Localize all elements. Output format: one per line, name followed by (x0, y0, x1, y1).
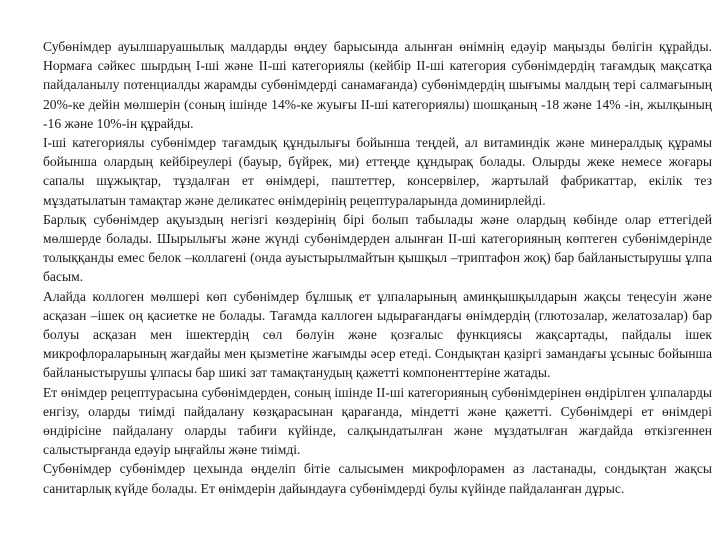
paragraph-collagen-benefits: Алайда коллоген мөлшері көп субөнімдер бұлшық ет ұлпаларының аминқышқылдарын жақсы теңесуін және асқазан –ішек оң қасиетке не болады. Тағамда каллоген ыдырағандағы өнімдердің (глютозалар, желатозалар) бар болуы асқазан мен ішектердің сөл бөлуін және қозғалыс функциясы жақсартады, пайдалы ішек микрофлораларының жағдайы мен қызметіне жағымды әсер етеді. Сондықтан қазіргі замандағы ұсыныс бойынша байланыстырушы ұлпасы бар шикі зат тамақтанудың қажетті компоненттеріне жатады. (43, 288, 712, 381)
paragraph-recipe-usage: Ет өнімдер рецептурасына субөнімдерден, соның ішінде II-ші категорияның субөнімдерінен өндірілген ұлпаларды енгізу, оларды тиімді пайдалану көзқарасынан қарағанда, міндетті және қажетті. Субөнімдері ет өнімдері өндірісіне пайдалану оларды табиғи күйінде, салқындатылған және мұздатылған жағдайда өткізгеннен салыстырғанда едәуір ыңғайлы және тиімді. (43, 384, 712, 458)
paragraph-sanitary-state: Субөнімдер субөнімдер цехында өңделіп бітіе салысымен микрофлорамен аз ластанады, сондықтан жақсы санитарлық күйде болады. Ет өнімдерін дайындауға субөнімдерді булы күйінде пайдаланған дұрыс. (43, 461, 712, 496)
paragraph-category-one-value: I-ші категориялы субөнімдер тағамдық құндылығы бойынша теңдей, ал витаминдік және минералдық құрамы бойынша олардың кейбіреулері (бауыр, бүйрек, ми) еттеңде құндырақ болады. Олырды жеке немесе жоғары сапалы шұжықтар, тұздалған ет өнімдері, паштеттер, консервілер, жартылай фабрикаттар, екілік тез мұздатылатын тамақтар және деликатес өнімдерінің рецептураларында доминирлейді. (43, 135, 712, 208)
body-text (43, 37, 712, 498)
paragraph-offal-yield: Субөнімдер ауылшаруашылық малдарды өңдеу барысында алынған өнімнің едәуір маңызды бөлігін құрайды. Нормаға сәйкес шырдың I-ші және II-ші категориялы (кейбір II-ші категория субөнімдердің тағамдық мақсатқа пайдаланылу потенциалды жарамды субөнімдерді санамағанда) субөнімдердің шығымы малдың тері салмағының 20%-ке дейін мөлшерін (соның ішінде 14%-ке жуығы II-ші категориялы) шошқаның -18 және 14% -ін, жылқының -16 және 10%-ін құрайды. (43, 39, 712, 131)
paragraph-protein-source: Барлық субөнімдер ақуыздың негізгі көздерінің бірі болып табылады және олардың көбінде олар еттегідей мөлшерде болады. Шырылығы және жүнді субөнімдерден алынған II-ші категорияның көптеген субөнімдерінде толыққанды емес белок –коллагені (онда ауыстырылмайтын қышқыл –триптафон жоқ) бар байланыстырушы ұлпа басым. (43, 211, 712, 285)
